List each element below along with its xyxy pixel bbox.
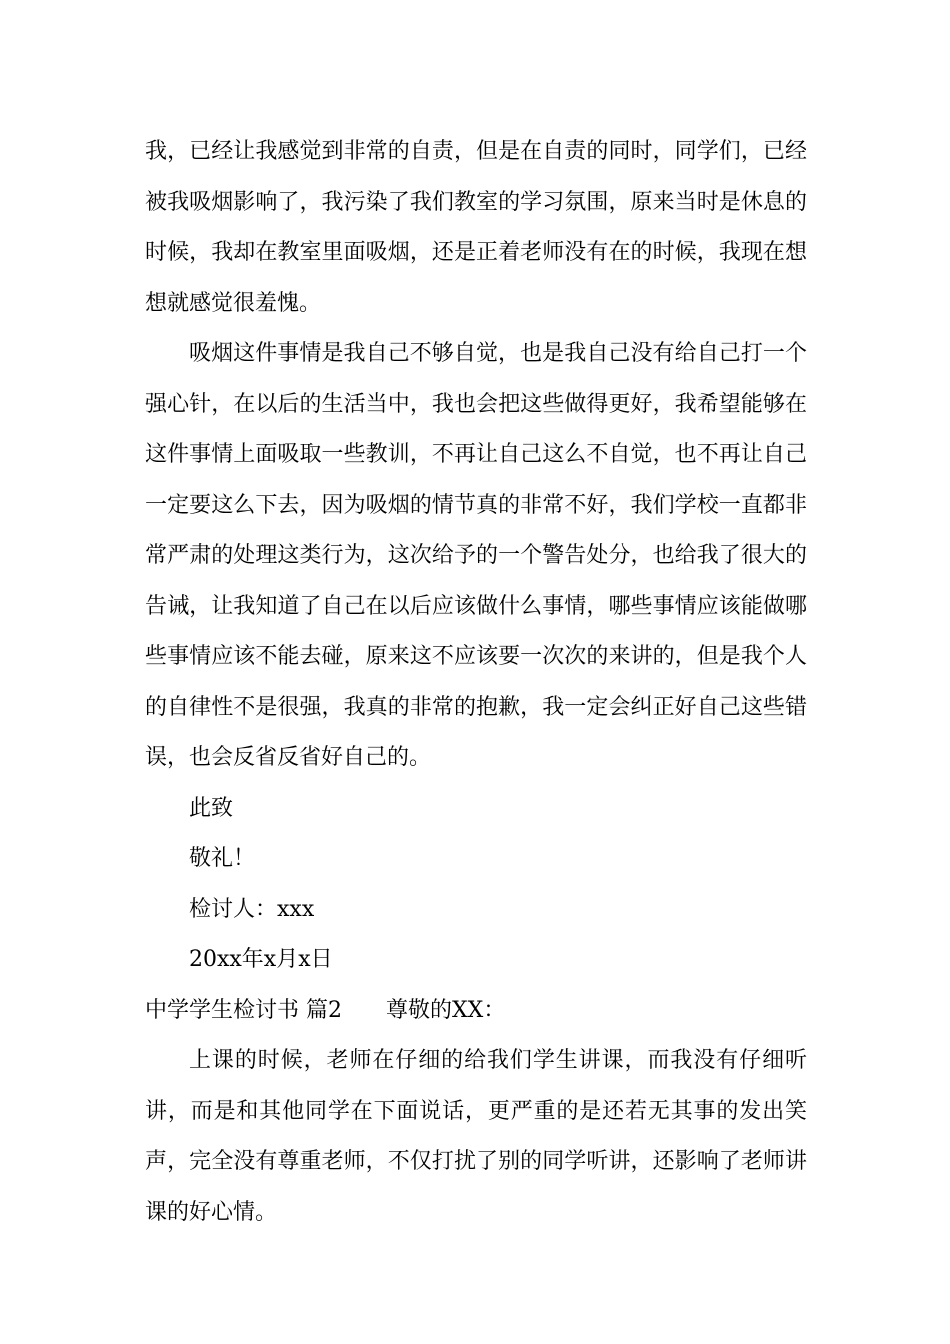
document-body: [145, 127, 807, 1238]
section-greeting: 尊敬的XX：: [386, 997, 506, 1023]
paragraph-smoking-reflection: 吸烟这件事情是我自己不够自觉，也是我自己没有给自己打一个强心针，在以后的生活当中，我也会把这些做得更好，我希望能够在这件事情上面吸取一些教训，不再让自己这么不自觉，也不再让自己一定要这么下去，因为吸烟的情节真的非常不好，我们学校一直都非常严肃的处理这类行为，这次给予的一个警告处分，也给我了很大的告诫，让我知道了自己在以后应该做什么事情，哪些事情应该能做哪些事情应该不能去碰，原来这不应该要一次次的来讲的，但是我个人的自律性不是很强，我真的非常的抱歉，我一定会纠正好自己这些错误，也会反省反省好自己的。: [145, 341, 807, 770]
date-line: 20xx年x月x日: [189, 947, 333, 972]
closing-regards: 敬礼！: [189, 846, 256, 871]
signer-line: 检讨人：xxx: [189, 896, 315, 922]
section-title: 中学学生检讨书 篇2: [145, 997, 342, 1023]
closing-salutation: 此致: [189, 795, 234, 821]
section-heading-line: [145, 986, 807, 1037]
paragraph-continuation: 我，已经让我感觉到非常的自责，但是在自责的同时，同学们，已经被我吸烟影响了，我污染了我们教室的学习氛围，原来当时是休息的时候，我却在教室里面吸烟，还是正着老师没有在的时候，我现在想想就感觉很羞愧。: [145, 139, 807, 316]
paragraph-class-talking: 上课的时候，老师在仔细的给我们学生讲课，而我没有仔细听讲，而是和其他同学在下面说话，更严重的是还若无其事的发出笑声，完全没有尊重老师，不仅打扰了别的同学听讲，还影响了老师讲课的好心情。: [145, 1048, 807, 1225]
